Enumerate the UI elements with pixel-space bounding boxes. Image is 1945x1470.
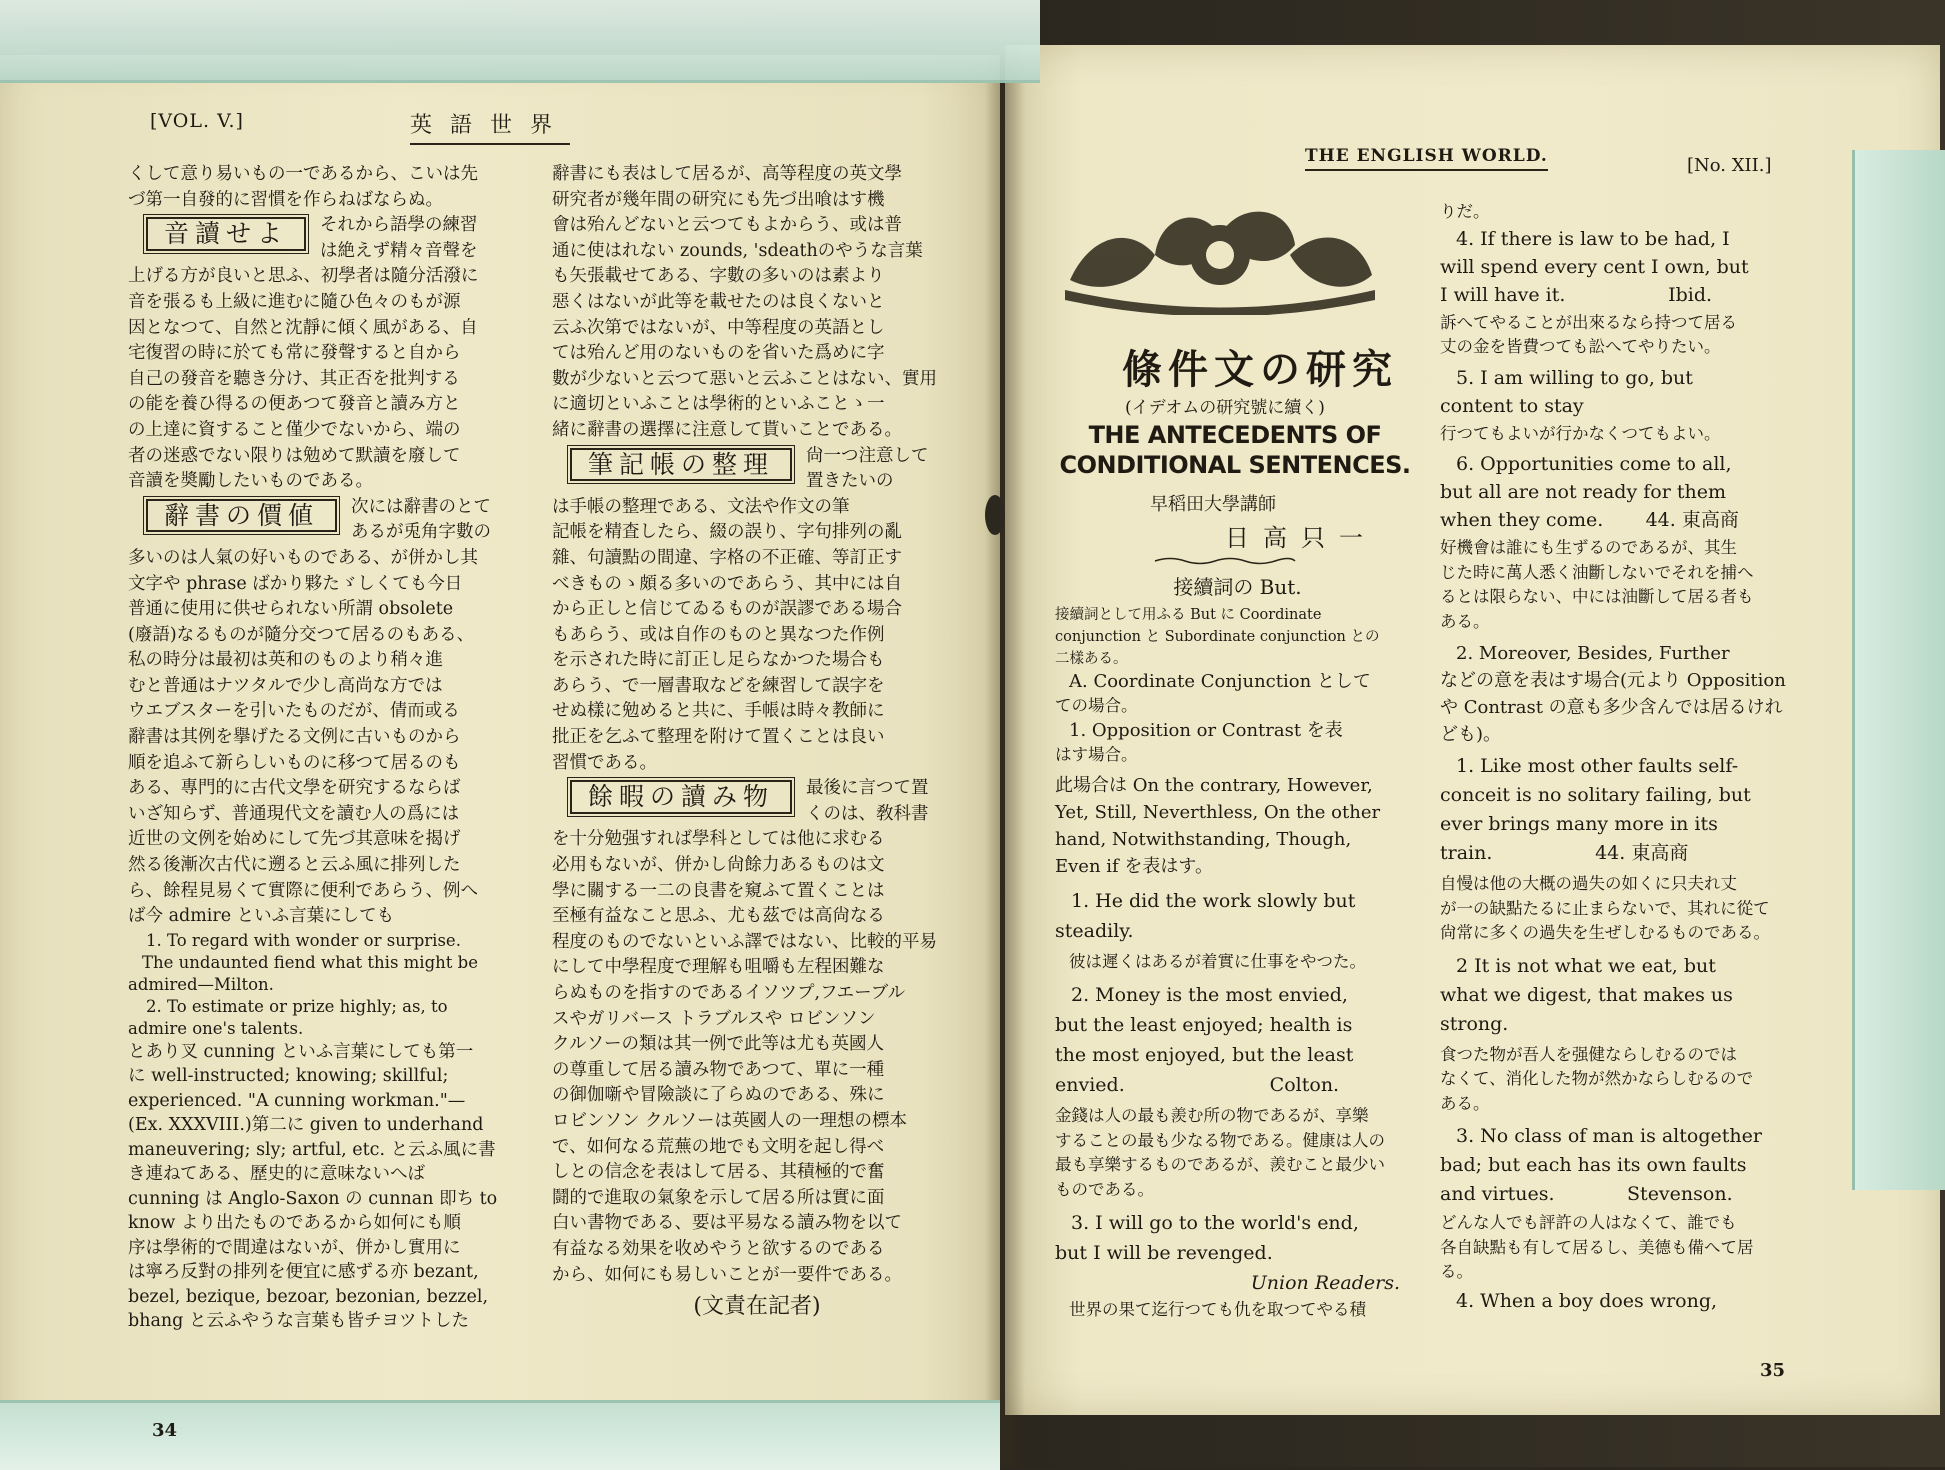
- article-title-english: THE ANTECEDENTS OF CONDITIONAL SENTENCES.: [1059, 421, 1411, 479]
- col2-body-3: を十分勉强すれば學科としては他に求むる 必用もないが、併かし尙餘力あるものは文 學に關する一二の良書を窺ふて置くことは 至極有益なこと思ふ、尤も茲では高尙なる 程度のものでないといふ譯ではない、比較的平易 にして中學程度で理解も咀嚼も左程困難な らぬものを指すのであるイソツプ,フエーブル スやガリバース トラブルスや ロビンソン クルソーの類は其一例で此等は尤も英國人 の尊重して居る讀み物であつて、單に一種 の御伽噺や冒險談に了らぬのである、殊に ロビンソン クルソーは英國人の一理想の標本 で、如何なる荒蕪の地でも文明を起し得べ しとの信念を表はして居る、其積極的で奮 鬪的で進取の氣象を示して居る所は實に面 白い書物である、要は平易なる讀み物を以て 有益なる効果を收めやうと欲するのである から、如何にも易しいことが一要件である。: [552, 829, 937, 1285]
- author-signature: (文責在記者): [693, 1294, 821, 1320]
- section-heading-notebook: 筆記帳の整理: [570, 448, 792, 482]
- article-subtitle: (イデオムの研究號に續く): [1125, 398, 1325, 418]
- right-column-2: りだ。 4. If there is law to be had, I will spend every cent I own, but I will have it. Ibid. 訴へてやることが出來るなら持つて居る 丈の金を皆費つても訟へてやりたい。 5. I am willing to go, but content to stay 行つてもよいが行かなくつてもよい。 6. Opportunities come to all, but all are not ready for them when they come. 44. 東高商 好機會は誰にも生ずるのであるが、其生 じた時に萬人悉く油斷しないでそれを捕へ るとは限らない、中には油斷して居る者も ある。 2. Moreover, Besides, Further などの意を表はす場合(元より Opposition や Contrast の意も多少含んでは居るけれ ども)。 1. Like most other faults self- conceit is no solitary failing, but ever brings many more in its train. 44. 東高商 自慢は他の大概の過失の如くに只夫れ丈 が一の缺點たるに止まらないで、其れに從て 尙常に多くの過失を生ぜしむるものである。 2 It is not what we eat, but what we digest, that makes us strong. 食つた物が吾人を强健ならしむるのでは なくて、消化した物が然かならしむるので ある。 3. No class of man is altogether bad; but each has its own faults and virtues. Stevenson. どんな人でも評許の人はなくて、誰でも 各自缺點も有して居るし、美德も備へて居 る。 4. When a boy does wrong,: [1440, 200, 1810, 1313]
- section-heading-dictionary-value: 辭書の價値: [146, 499, 337, 533]
- col1-body-1: 上げる方が良いと思ふ、初學者は隨分活潑に 音を張るも上級に進むに隨ひ色々のもが源 因となつて、自然と沈靜に傾く風がある、自 宅復習の時に於ても常に發聲すると自から 自己の發音を聽き分け、其正否を批判する の能を養ひ得るの便あつて發音と讀み方と の上達に資すること僅少でないから、端の 者の迷惑でない限りは勉めて默讀を廢して 音讀を奬勵したいものである。: [128, 266, 479, 492]
- book-gutter: [985, 40, 1025, 1467]
- running-issue-number: [No. XII.]: [1687, 155, 1772, 176]
- author-name: 日高只一: [1225, 524, 1377, 552]
- decorative-flower-ornament: [1060, 195, 1380, 315]
- col2-body-2: は手帳の整理である、文法や作文の筆 記帳を精査したら、綴の誤り、字句排列の亂 雜、句讀點の間違、字格の不正確、等訂正す べきものゝ頗る多いのであらう、其中には自 から正しと信じてゐるものが誤謬である場合 もあらう、或は自作のものと異なつた作例 を示された時に訂正し足らなかつた場合も あらう、で一層書取などを練習して誤字を せぬ樣に勉めると共に、手帳は時々教師に 批正を乞ふて整理を附けて置くことは良い 習慣である。: [552, 496, 902, 773]
- binding-tear: [985, 495, 1005, 535]
- section-heading-but: 接續詞の But.: [1173, 575, 1302, 599]
- page-number-left: 34: [152, 1420, 178, 1441]
- running-title-right: THE ENGLISH WORLD.: [1305, 146, 1548, 171]
- section-heading-leisure-reading: 餘暇の讀み物: [570, 780, 792, 814]
- glass-weight-bottom: [0, 1400, 1000, 1470]
- col1-intro: くして意り易いもの一であるから、こいは先 づ第一自發的に習慣を作らねばならぬ。: [128, 164, 478, 210]
- glass-weight-right: [1852, 150, 1945, 1190]
- page-number-right: 35: [1760, 1360, 1786, 1381]
- left-column-2: 辭書にも表はして居るが、高等程度の英文學 研究者が幾年間の研究にも先づ出喰はす機 會は殆んどないと云つてもよからう、或は普 通に使はれない zounds, 'sdeathのやうな言葉 も矢張載せてある、字數の多いのは素より 惡くはないが此等を載せたのは良くないと 云ふ次第ではないが、中等程度の英語とし ては殆んど用のないものを省いた爲めに字 數が少ないと云つて惡いと云ふことはない、實用 に適切といふことは學術的といふことゝ一 緒に辭書の選擇に注意して貰いことである。 筆記帳の整理 尙一つ注意して 置きたいの は手帳の整理である、文法や作文の筆 記帳を精査したら、綴の誤り、字句排列の亂 雜、句讀點の間違、字格の不正確、等訂正す べきものゝ頗る多いのであらう、其中には自 から正しと信じてゐるものが誤謬である場合 もあらう、或は自作のものと異なつた作例 を示された時に訂正し足らなかつた場合も あらう、で一層書取などを練習して誤字を せぬ樣に勉めると共に、手帳は時々教師に 批正を乞ふて整理を附けて置くことは良い 習慣である。 餘暇の讀み物 最後に言つて置 くのは、敎科書 を十分勉强すれば學科としては他に求むる 必用もないが、併かし尙餘力あるものは文 學に關する一二の良書を窺ふて置くことは 至極有益なこと思ふ、尤も茲では高尙なる 程度のものでないといふ譯ではない、比較的平易 にして中學程度で理解も咀嚼も左程困難な らぬものを指すのであるイソツプ,フエーブル スやガリバース トラブルスや ロビンソン クルソーの類は其一例で此等は尤も英國人 の尊重して居る讀み物であつて、單に一種 の御伽噺や冒險談に了らぬのである、殊に ロビンソン クルソーは英國人の一理想の標本 で、如何なる荒蕪の地でも文明を起し得べ しとの信念を表はして居る、其積極的で奮 鬪的で進取の氣象を示して居る所は實に面 白い書物である、要は平易なる讀み物を以て 有益なる効果を收めやうと欲するのである から、如何にも易しいことが一要件である。 (文責在記者): [552, 162, 962, 1320]
- subsection-2: 2. Moreover, Besides, Further などの意を表はす場合(元より Opposition や Contrast の意も多少含んでは居るけれ ども)。: [1440, 643, 1786, 745]
- subsection-a: A. Coordinate Conjunction として: [1069, 670, 1371, 692]
- running-title-left: 英語世界: [410, 108, 570, 145]
- right-column-1: 接續詞の But. 接續詞として用ふる But に Coordinate conjunction と Subordinate conjunction との 二樣ある。 A. Coordinate Conjunction として ての場合。 1. Opposition or Contrast を表 はす場合。 此場合は On the contrary, However, Yet, Still, Neverthless, On the other hand, Notwithstanding, Though, Even if を表はす。 1. He did the work slowly but steadily. 彼は遲くはあるが着實に仕事をやつた。 2. Money is the most envied, but the least enjoyed; health is the most enjoyed, but the least envied. Colton. 金錢は人の最も羨む所の物であるが、享樂 することの最も少なる物である。健康は人の 最も享樂するものであるが、羨むこと最少い ものである。 3. I will go to the world's end, but I will be revenged. Union Readers. 世界の果て迄行つても仇を取つてやる積: [1055, 575, 1420, 1323]
- article-title: 條件文の研究: [1122, 346, 1398, 393]
- running-volume: [VOL. V.]: [150, 110, 244, 132]
- decorative-divider: [1150, 556, 1300, 566]
- author-affiliation: 早稻田大學講師: [1150, 494, 1276, 515]
- col1-body-3: とあり叉 cunning といふ言葉にしても第一 に well-instructed; knowing; skillful; experienced. "A cunning workman."— (Ex. XXXVIII.)第二に given to underhand maneuvering; sly; artful, etc. と云ふ風に書 き連ねてある、歷史的に意味ないへば cunning は Anglo-Saxon の cunnan 即ち to know より出たものであるから如何にも順 序は學術的で間違はないが、併かし實用に は寧ろ反對の排列を便宜に感ずる亦 bezant, bezel, bezique, bezoar, bezonian, bezzel, bhang と云ふやうな言葉も皆チヨツトした: [128, 1041, 498, 1332]
- definition-block: 1. To regard with wonder or surprise. The undaunted fiend what this might be admired—Milton. 2. To estimate or prize highly; as, to admire one's talents.: [128, 930, 478, 1038]
- col2-body-1: 辭書にも表はして居るが、高等程度の英文學 研究者が幾年間の研究にも先づ出喰はす機 會は殆んどないと云つてもよからう、或は普 通に使はれない zounds, 'sdeathのやうな言葉 も矢張載せてある、字數の多いのは素より 惡くはないが此等を載せたのは良くないと 云ふ次第ではないが、中等程度の英語とし ては殆んど用のないものを省いた爲めに字 數が少ないと云つて惡いと云ふことはない、實用 に適切といふことは學術的といふことゝ一 緒に辭書の選擇に注意して貰いことである。: [552, 164, 937, 440]
- subsection-1: 1. Opposition or Contrast を表: [1069, 719, 1343, 741]
- section-heading-read-aloud: 音讀せよ: [146, 217, 306, 251]
- left-column-1: くして意り易いもの一であるから、こいは先 づ第一自發的に習慣を作らねばならぬ。 音讀せよ それから語學の練習 は絶えず精々音聲を 上げる方が良いと思ふ、初學者は隨分活潑に 音を張るも上級に進むに隨ひ色々のもが源 因となつて、自然と沈靜に傾く風がある、自 宅復習の時に於ても常に發聲すると自から 自己の發音を聽き分け、其正否を批判する の能を養ひ得るの便あつて發音と讀み方と の上達に資すること僅少でないから、端の 者の迷惑でない限りは勉めて默讀を廢して 音讀を奬勵したいものである。 辭書の價値 次には辭書のとて あるが兎角字數の 多いのは人氣の好いものである、が併かし其 文字や phrase ばかり夥たゞしくても今日 普通に使用に供せられない所謂 obsolete (廢語)なるものが隨分交つて居るのもある、 私の時分は最初は英和のものより稍々進 むと普通はナツタルで少し高尚な方では ウエブスターを引いたものだが、倩而或る 辭書は其例を擧げたる文例に古いものから 順を追ふて新らしいものに移つて居るのも ある、專門的に古代文學を研究するならば いざ知らず、普通現代文を讀む人の爲には 近世の文例を始めにして先づ其意味を揭げ 然る後漸次古代に遡ると云ふ風に排列した ら、餘程見易くて實際に便利であらう、例へ ば今 admire といふ言葉にしても 1. To regard with wonder or surprise. The undaunted fiend what this might be admired—Milton. 2. To estimate or prize highly; as, to admire one's talents. とあり叉 cunning といふ言葉にしても第一 に well-instructed; knowing; skillful; experienced. "A cunning workman."— (Ex. XXXVIII.)第二に given to underhand maneuvering; sly; artful, etc. と云ふ風に書 き連ねてある、歷史的に意味ないへば cunning は Anglo-Saxon の cunnan 即ち to know より出たものであるから如何にも順 序は學術的で間違はないが、併かし實用に は寧ろ反對の排列を便宜に感ずる亦 bezant, bezel, bezique, bezoar, bezonian, bezzel, bhang と云ふやうな言葉も皆チヨツトした: [128, 162, 538, 1334]
- glass-weight-top: [0, 0, 1040, 83]
- col1-body-2: 多いのは人氣の好いものである、が併かし其 文字や phrase ばかり夥たゞしくても今日 普通に使用に供せられない所謂 obsolete (廢語)なるものが隨分交つて居るのもある、 私の時分は最初は英和のものより稍々進 むと普通はナツタルで少し高尚な方では ウエブスターを引いたものだが、倩而或る 辭書は其例を擧げたる文例に古いものから 順を追ふて新らしいものに移つて居るのも ある、專門的に古代文學を研究するならば いざ知らず、普通現代文を讀む人の爲には 近世の文例を始めにして先づ其意味を揭げ 然る後漸次古代に遡ると云ふ風に排列した ら、餘程見易くて實際に便利であらう、例へ ば今 admire といふ言葉にしても: [128, 547, 478, 927]
